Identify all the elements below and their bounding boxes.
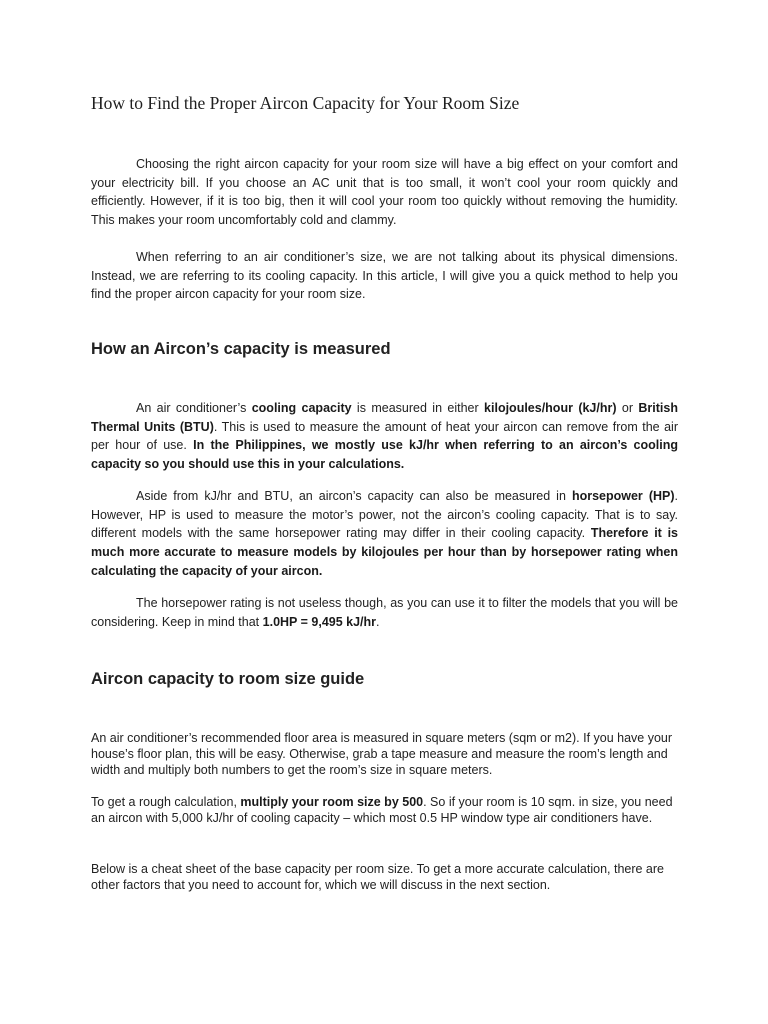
text-run: is measured in either [351,401,485,415]
bold-cooling-capacity: cooling capacity [251,401,352,415]
text-run: . [376,614,380,629]
section-heading-room-size-guide: Aircon capacity to room size guide [91,670,365,688]
text-run: An air conditioner’s [136,401,252,415]
intro-paragraph-2: When referring to an air conditioner’s size, we are not talking about its physical dimensions. Instead, we are referring to its cooling capacity. In this article, I will give you a quick method to help you find the proper aircon capacity for your room size. [91,250,678,302]
section-heading-capacity-measured: How an Aircon’s capacity is measured [91,340,391,358]
capacity-units-paragraph [91,399,678,474]
bold-philippines-note: In the Philippines, we mostly use kJ/hr when referring to an aircon’s cooling capacity so you should use this in your calculations. [91,438,678,472]
floor-area-paragraph: An air conditioner’s recommended floor area is measured in square meters (sqm or m2). If you have your house’s floor plan, this will be easy. Otherwise, grab a tape measure and measure the room’s length and width and multiply both numbers to get the room’s size in square meters. [91,731,673,777]
bold-accuracy-note: Therefore it is much more accurate to measure models by kilojoules per hour than by horsepower rating when calculating the capacity of your aircon. [91,526,678,578]
bold-multiply-rule: multiply your room size by 500 [240,795,424,809]
rough-calculation-paragraph [91,795,678,827]
text-run: The horsepower rating is not useless though, as you can use it to filter the models that you will be considering. Keep in mind that [91,596,678,629]
text-run: . However, HP is used to measure the motor’s power, not the aircon’s cooling capacity. That is to say. different models with the same horsepower rating may differ in their cooling capacity. [91,489,678,541]
text-run: Aside from kJ/hr and BTU, an aircon’s capacity can also be measured in [136,489,572,503]
horsepower-conversion-paragraph [91,594,678,631]
text-run: . This is used to measure the amount of heat your aircon can remove from the air per hour of use. [91,419,678,453]
text-run: To get a rough calculation, [91,795,241,809]
intro-paragraph-1: Choosing the right aircon capacity for your room size will have a big effect on your comfort and your electricity bill. If you choose an AC unit that is too small, it won’t cool your room quickly and efficiently. However, if it is too big, then it will cool your room too quickly without removing the humidity. This makes your room uncomfortably cold and clammy. [91,157,678,228]
bold-hp-conversion: 1.0HP = 9,495 kJ/hr [262,614,377,629]
text-run: . So if your room is 10 sqm. in size, you need an aircon with 5,000 kJ/hr of cooling capacity – which most 0.5 HP window type air conditioners have. [91,795,673,825]
document-title: How to Find the Proper Aircon Capacity for Your Room Size [91,93,520,113]
cheat-sheet-paragraph: Below is a cheat sheet of the base capacity per room size. To get a more accurate calculation, there are other factors that you need to account for, which we will discuss in the next section. [91,862,664,892]
horsepower-paragraph [91,487,678,581]
bold-horsepower: horsepower (HP) [571,489,675,503]
text-run: or [616,401,639,415]
bold-kilojoules: kilojoules/hour (kJ/hr) [484,401,617,415]
bold-btu: British Thermal Units (BTU) [91,401,678,434]
